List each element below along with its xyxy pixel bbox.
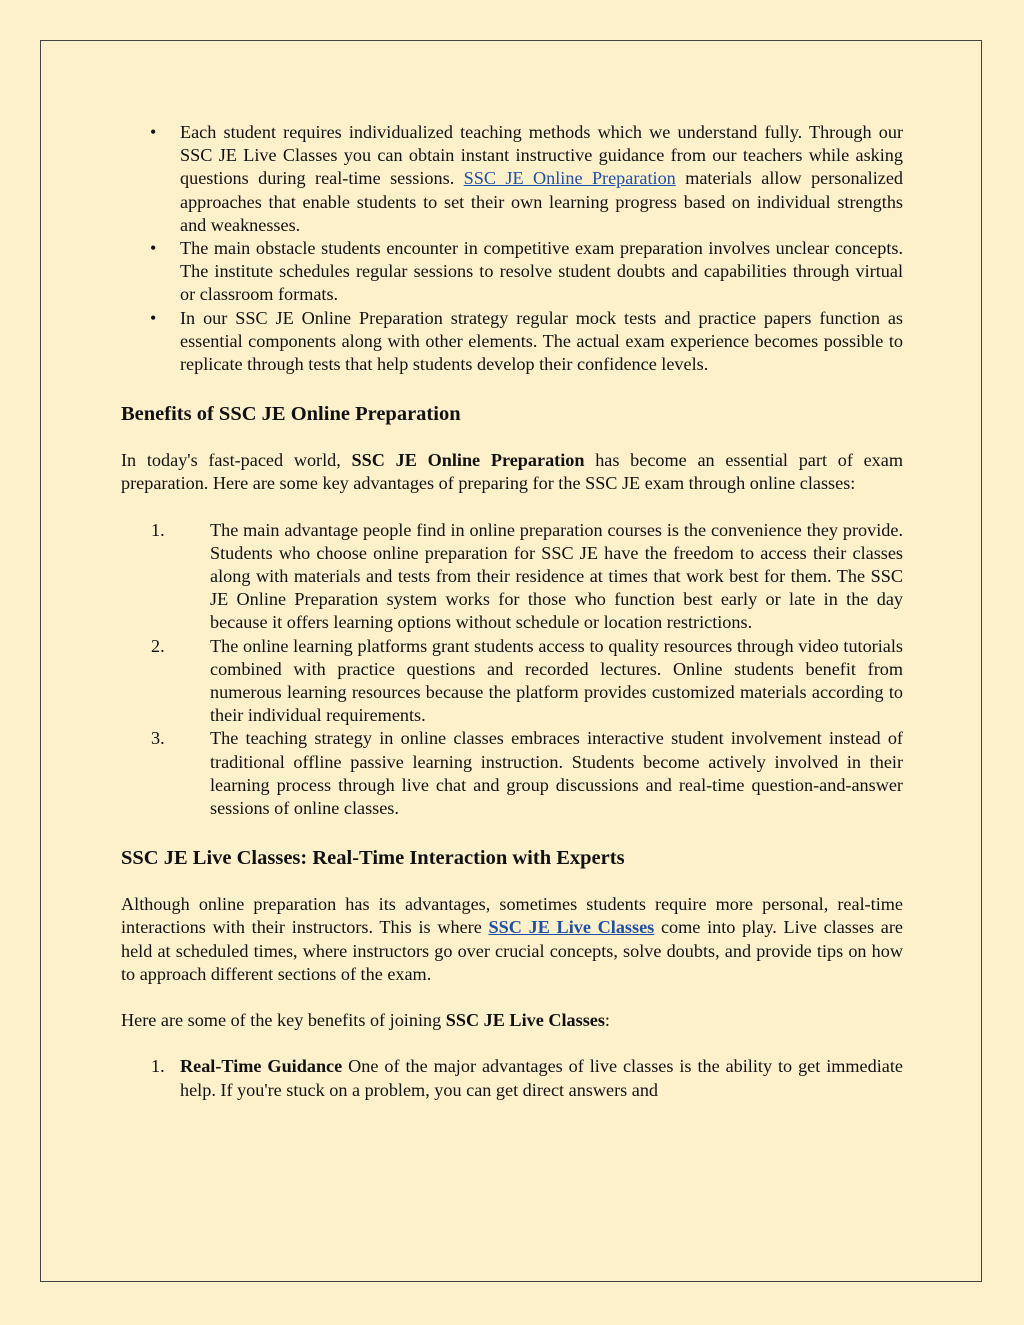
ssc-je-online-preparation-link[interactable]: SSC JE Online Preparation [463,168,676,189]
benefits-heading: Benefits of SSC JE Online Preparation [121,403,461,426]
item-number: 2. [151,635,165,656]
benefit-item: 3. The teaching strategy in online classes embraces interactive student involvement instead of traditional offline passive learning instruction. Students become actively involved in their learning process through live chat and group discussions and real-time question-and-answer sessions of online classes. [151,728,903,819]
live-classes-heading: SSC JE Live Classes: Real-Time Interaction with Experts [121,847,625,870]
feature-bullet-list [121,121,903,376]
benefit-item: 2. The online learning platforms grant students access to quality resources through video tutorials combined with practice questions and recorded lectures. Online students benefit from numerous learning resources because the platform provides customized materials according to their individual requirements. [151,635,903,726]
document-content [121,121,903,1102]
item-number: 3. [151,728,165,749]
live-benefit-item: 1. Real-Time Guidance One of the major advantages of live classes is the ability to get immediate help. If you're stuck on a problem, you can get direct answers and [151,1056,903,1100]
benefits-intro: In today's fast-paced world, SSC JE Online Preparation has become an essential part of exam preparation. Here are some key advantages of preparing for the SSC JE exam through online classes: [121,450,903,494]
live-classes-paragraph: Although online preparation has its advantages, sometimes students require more personal, real-time interactions with their instructors. This is where SSC JE Live Classes come into play. Live classes are held at scheduled times, where instructors go over crucial concepts, solve doubts, and provide tips on how to approach different sections of the exam. [121,894,903,984]
live-benefits-list [121,1055,903,1101]
item-number: 1. [151,1056,165,1077]
benefit-item: 1. The main advantage people find in online preparation courses is the convenience they provide. Students who choose online preparation for SSC JE have the freedom to access their classes along with materials and tests from their residence at times that work best for them. The SSC JE Online Preparation system works for those who function best early or late in the day because it offers learning options without schedule or location restrictions. [151,519,903,633]
item-number: 1. [151,519,165,540]
bullet-item: • In our SSC JE Online Preparation strategy regular mock tests and practice papers function as essential components along with other elements. The actual exam experience becomes possible to replicate through tests that help students develop their confidence levels. [121,307,903,377]
bullet-item: • Each student requires individualized teaching methods which we understand fully. Through our SSC JE Live Classes you can obtain instant instructive guidance from our teachers while asking questions during real-time sessions. SSC JE Online Preparation materials allow personalized approaches that enable students to set their own learning progress based on individual strengths and weaknesses. [121,121,903,237]
benefits-list [121,519,903,821]
live-classes-benefits-intro: Here are some of the key benefits of joining SSC JE Live Classes: [121,1010,610,1031]
ssc-je-live-classes-link[interactable]: SSC JE Live Classes [488,917,655,938]
bullet-item: • The main obstacle students encounter in competitive exam preparation involves unclear concepts. The institute schedules regular sessions to resolve student doubts and capabilities through virtual or classroom formats. [121,237,903,307]
